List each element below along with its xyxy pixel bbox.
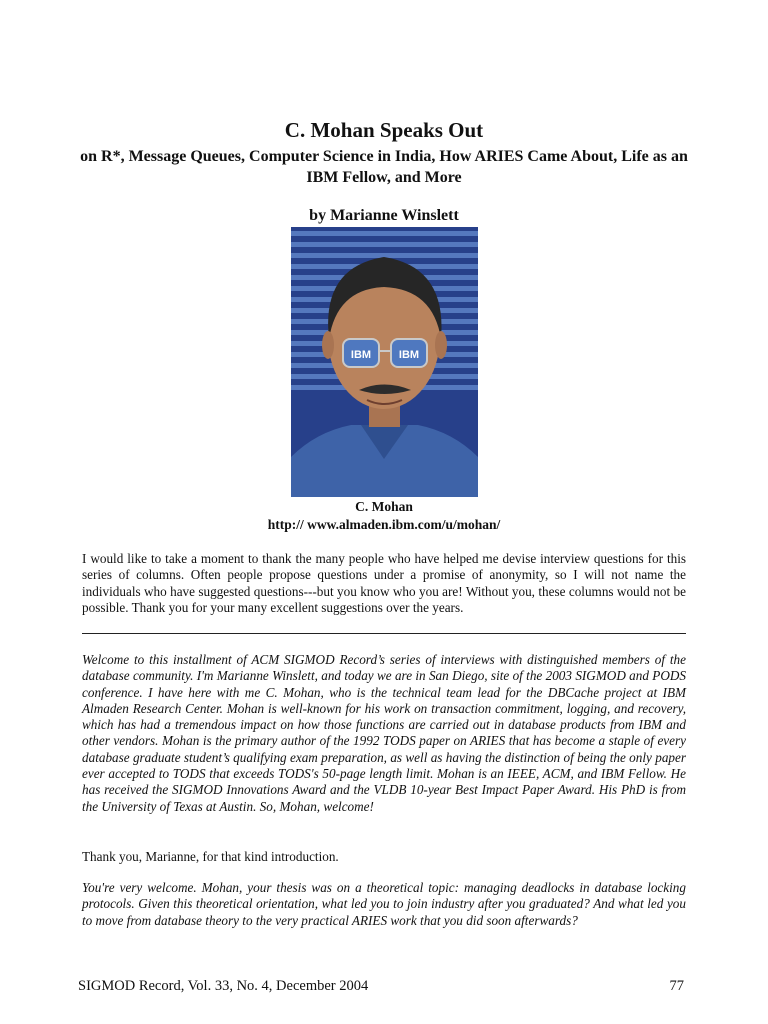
article-byline: by Marianne Winslett	[309, 207, 459, 224]
intro-paragraph: Welcome to this installment of ACM SIGMOD Record’s series of interviews with distinguished members of the database community. I'm Marianne Winslett, and today we are in San Diego, site of the 2003 SIGMOD and PODS conference. I have here with me C. Mohan, who is the technical team lead for the DBCache project at IBM Almaden Research Center. Mohan is well-known for his work on transaction commitment, logging, and recovery, which has had a tremendous impact on how those functions are carried out in database products from IBM and other vendors. Mohan is the primary author of the 1992 TODS paper on ARIES that has become a staple of every database graduate student’s qualifying exam preparation, as well as having the distinction of being the only paper ever accepted to TODS that exceeds TODS's 50-page length limit. Mohan is an IEEE, ACM, and IBM Fellow. He has received the SIGMOD Innovations Award and the VLDB 10-year Best Impact Paper Award. His PhD is from the University of Texas at Austin. So, Mohan, welcome!	[82, 652, 686, 814]
thanks-paragraph: I would like to take a moment to thank the many people who have helped me devise interview questions for this series of columns. Often people propose questions under a promise of anonymity, so I will not name the individuals who have suggested questions---but you know who you are! Without you, these columns would not be possible. Thank you for your many excellent suggestions over the years.	[82, 551, 686, 615]
glasses-text-left: IBM	[350, 349, 372, 361]
page-number: 77	[669, 978, 684, 994]
reply-paragraph: Thank you, Marianne, for that kind introduction.	[82, 849, 339, 864]
glasses-text-right: IBM	[398, 349, 420, 361]
article-title: C. Mohan Speaks Out	[284, 118, 484, 142]
question-paragraph: You're very welcome. Mohan, your thesis was on a theoretical topic: managing deadlocks in database locking protocols. Given this theoretical orientation, what led you to join industry after you graduated? And what led you to move from database theory to the very practical ARIES work that you did soon afterwards?	[82, 880, 686, 928]
author-photo	[291, 227, 478, 497]
article-subtitle: on R*, Message Queues, Computer Science in India, How ARIES Came About, Life as an IBM Fellow, and More	[80, 148, 688, 186]
caption-url: http:// www.almaden.ibm.com/u/mohan/	[267, 517, 501, 532]
photo-caption	[0, 498, 768, 534]
caption-name: C. Mohan	[355, 499, 413, 514]
footer-citation: SIGMOD Record, Vol. 33, No. 4, December 2004	[78, 978, 369, 994]
section-divider	[82, 633, 686, 634]
